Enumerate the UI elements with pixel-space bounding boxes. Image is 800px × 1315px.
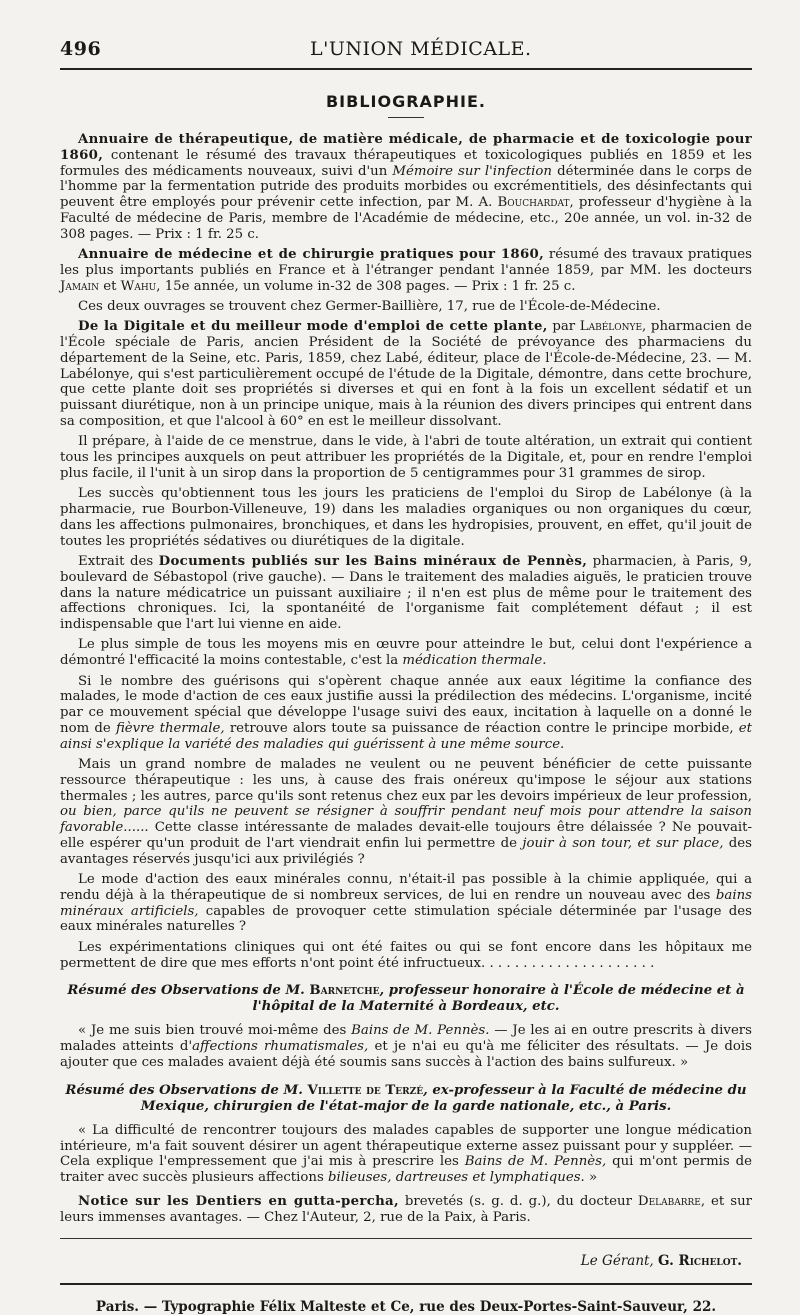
entry-italic: fièvre thermale,: [115, 720, 225, 736]
entry-italic: et ainsi s'explique la variété des maladies qui guérissent à une même source.: [60, 720, 752, 752]
author-name: Labélonye: [579, 319, 643, 335]
author-name: Wahu: [120, 278, 157, 294]
entry-italic: jouir à son tour, et sur place,: [522, 835, 724, 851]
signature-name: G. Richelot.: [658, 1252, 742, 1269]
entry-text: , pharmacien de l'École spéciale de Paris, ancien Président de la Société de prévoyance des pharmaciens du département de la Seine, etc. Paris, 1859, chez Labé, éditeur, place de l'École-de-Médecine, 23. — M. Labélonye, qui s'est particulièrement occupé de l'étude de la Digitale, démontre, dans cette brochure, que cette plante doit ses propriétés si diverses et qui en font à la fois un excellent sédatif et un puissant diurétique, non à un principe unique, mais à la réunion des divers principes qui entrent dans sa composition, et que l'alcool à 60° en est le meilleur dissolvant.: [60, 319, 753, 430]
pennes-paragraph-6: Les expérimentations cliniques qui ont été faites ou qui se font encore dans les hôpitaux me permettent de dire que mes efforts n'ont point été infructueux. . . . . . . . . . . . . . . . . . . . .: [60, 939, 752, 971]
entry-lead: De la Digitale et du meilleur mode d'emploi de cette plante,: [78, 319, 548, 335]
entry-text: , professeur d'hygiène à la Faculté de médecine de Paris, membre de l'Académie de médecine, etc., 20e année, un vol. in-32 de 308 pages. — Prix : 1 fr. 25 c.: [60, 195, 752, 242]
entry-text: capables de provoquer cette stimulation spéciale déterminée par l'usage des eaux minérales naturelles ?: [60, 903, 752, 935]
entry-annuaire-medecine: [60, 247, 752, 294]
entry-text: pharmacien, à Paris, 9, boulevard de Sébastopol (rive gauche). — Dans le traitement des maladies aiguës, le praticien trouve dans la nature médicatrice un puissant auxiliaire ; il n'en est plus de même pour le traitement des affections chroniques. Ici, la spontanéité de l'organisme fait complétement défaut ; il est indispensable que l'art lui vienne en aide.: [60, 553, 753, 633]
entry-italic: bains minéraux artificiels,: [60, 887, 752, 919]
obs-title-text: Résumé des Observations de M.: [67, 983, 310, 999]
entry-lead: Annuaire de thérapeutique, de matière médicale, de pharmacie et de toxicologie pour 1860,: [60, 132, 752, 163]
entry-text: résumé des travaux pratiques les plus importants publiés en France et à l'étranger pendant l'année 1859, par MM. les docteurs: [60, 247, 752, 278]
quote-text: « La difficulté de rencontrer toujours des malades capables de supporter une longue médication intérieure, m'a fait souvent désirer un agent thérapeutique externe assez puissant pour y suppléer. — Cela explique l'empressement que j'ai mis à prescrire les: [60, 1122, 752, 1170]
pennes-paragraph-3: [60, 674, 752, 753]
entry-text: par: [547, 319, 580, 335]
observation-quote-barnetche: [60, 1023, 752, 1070]
quote-text: qui m'ont permis de traiter avec succès plusieurs affections: [60, 1154, 753, 1186]
signature-label: Le Gérant,: [580, 1252, 654, 1269]
quote-text: « Je me suis bien trouvé moi-même des: [78, 1023, 352, 1039]
digitale-paragraph-3: Les succès qu'obtiennent tous les jours les praticiens de l'emploi du Sirop de Labélonye (à la pharmacie, rue Bourbon-Villeneuve, 19) dans les maladies organiques ou non organiques du cœur, dans les affections pulmonaires, bronchiques, et dans les hydropisies, prouvent, en effet, qu'il jouit de toutes les propriétés sédatives ou diurétiques de la digitale.: [60, 486, 752, 549]
entry-text: Le plus simple de tous les moyens mis en œuvre pour atteindre le but, celui dont l'expérience a démontré l'efficacité la moins contestable, c'est la: [60, 637, 752, 669]
entry-italic: médication thermale.: [402, 653, 547, 669]
entry-text: retrouve alors toute sa puissance de réaction contre le principe morbide,: [224, 720, 739, 736]
entry-text: des avantages réservés jusqu'ici aux privilégiés ?: [60, 835, 752, 867]
author-name: Villette de Terzé: [307, 1082, 424, 1098]
section-title: BIBLIOGRAPHIE.: [325, 92, 486, 111]
digitale-paragraph-2: Il prépare, à l'aide de ce menstrue, dans le vide, à l'abri de toute altération, un extrait qui contient tous les principes auxquels on peut attribuer les propriétés de la Digitale, et, pour en rendre l'emploi plus facile, il l'unit à un sirop dans la proportion de 5 centigrammes pour 31 grammes de sirop.: [60, 434, 752, 481]
signature-rule: [60, 1238, 752, 1239]
observation-title-barnetche: [60, 983, 752, 1015]
entry-italic: ou bien, parce qu'ils ne peuvent se résigner à souffrir pendant neuf mois pour attendre la saison favorable......: [60, 804, 752, 836]
entry-text: contenant le résumé des travaux thérapeutiques et toxicologiques publiés en 1859 et les formules des médicaments nouveaux, suivi d'un: [60, 147, 752, 179]
entry-lead: Documents publiés sur les Bains minéraux de Pennès,: [158, 553, 588, 569]
running-head: [60, 38, 752, 60]
quote-text: et je n'ai eu qu'à me féliciter des résultats. — Je dois ajouter que ces malades avaient déjà été soumis sans succès à l'action des bains sulfureux. »: [60, 1039, 752, 1070]
entry-text: , et sur leurs immenses avantages. — Chez l'Auteur, 2, rue de la Paix, à Paris.: [60, 1193, 752, 1225]
quote-italic: affections rhumatismales,: [192, 1039, 369, 1055]
page-number: 496: [60, 38, 102, 60]
entry-documents-pennes: [60, 554, 752, 633]
entry-text: déterminée dans le corps de l'homme par la fermentation putride des produits morbides ou excrémentitiels, des désinfectants qui peuvent être employés pour prévenir cette infection, par M. A.: [60, 163, 752, 211]
author-name: Delabarre: [637, 1193, 701, 1209]
author-name: Jamain: [60, 278, 99, 294]
observation-quote-villette: [60, 1123, 752, 1186]
obs-title-text: , ex-professeur à la Faculté de médecine du Mexique, chirurgien de l'état-major de la garde nationale, etc., à Paris.: [140, 1082, 747, 1114]
obs-title-text: , professeur honoraire à l'École de médecine et à l'hôpital de la Maternité à Bordeaux, etc.: [252, 983, 745, 1015]
entry-dentiers: [60, 1194, 752, 1226]
quote-text: »: [584, 1170, 598, 1186]
entry-digitale: [60, 319, 752, 430]
pennes-paragraph-2: [60, 637, 752, 669]
entry-text: Cette classe intéressante de malades devait-elle toujours être délaissée ? Ne pouvait-elle espérer qu'un produit de l'art viendrait enfin lui permettre de: [60, 820, 752, 851]
quote-italic: Bains de M. Pennès.: [351, 1023, 490, 1039]
quote-text: — Je les ai en outre prescrits à divers malades atteints d': [60, 1023, 752, 1055]
title-rule: [388, 117, 424, 118]
entry-lead: Notice sur les Dentiers en gutta-percha,: [78, 1193, 399, 1209]
quote-italic: Bains de M. Pennès,: [464, 1154, 607, 1170]
pennes-paragraph-5: [60, 872, 752, 935]
author-name: Barnetche: [309, 983, 380, 999]
entry-text: brevetés (s. g. d. g.), du docteur: [398, 1193, 638, 1209]
printer-imprint: Paris. — Typographie Félix Malteste et Ce, rue des Deux-Portes-Saint-Sauveur, 22.: [95, 1298, 717, 1315]
entry-text: Extrait des: [78, 553, 159, 569]
entry-italic: Mémoire sur l'infection: [392, 163, 552, 179]
entry-text: Le mode d'action des eaux minérales connu, n'était-il pas possible à la chimie appliquée, qui a rendu déjà à la thérapeutique de si nombreux services, de lui en rendre un nouveau avec des: [60, 872, 752, 903]
entry-text: et: [98, 278, 121, 294]
observation-title-villette: [60, 1083, 752, 1115]
obs-title-text: Résumé des Observations de M.: [65, 1082, 308, 1098]
pennes-paragraph-4: [60, 757, 752, 868]
entry-lead: Annuaire de médecine et de chirurgie pratiques pour 1860,: [78, 247, 545, 263]
header-rule: [60, 68, 752, 70]
author-name: Bouchardat: [497, 195, 570, 211]
footer-rule: [60, 1283, 752, 1285]
entry-text: , 15e année, un volume in-32 de 308 pages. — Prix : 1 fr. 25 c.: [156, 278, 576, 294]
quote-italic: bilieuses, dartreuses et lymphatiques.: [328, 1170, 585, 1186]
entry-text: Si le nombre des guérisons qui s'opèrent chaque année aux eaux légitime la confiance des malades, le mode d'action de ces eaux justifie aussi la prédilection des médecins. L'organisme, incité par ce mouvement spécial que développe l'usage suivi des eaux, incitation à laquelle on a donné le nom de: [60, 673, 752, 736]
journal-title: L'UNION MÉDICALE.: [310, 38, 532, 60]
signature: [60, 1253, 742, 1269]
entry-text: Mais un grand nombre de malades ne veulent ou ne peuvent bénéficier de cette puissante ressource thérapeutique : les uns, à cause des frais onéreux qu'impose le séjour aux stations thermales ; les autres, parce qu'ils sont retenus chez eux par les devoirs impérieux de leur profession,: [60, 756, 752, 804]
germer-note: Ces deux ouvrages se trouvent chez Germer-Baillière, 17, rue de l'École-de-Médecine.: [78, 298, 661, 314]
entry-annuaire-therapeutique: [60, 132, 752, 243]
